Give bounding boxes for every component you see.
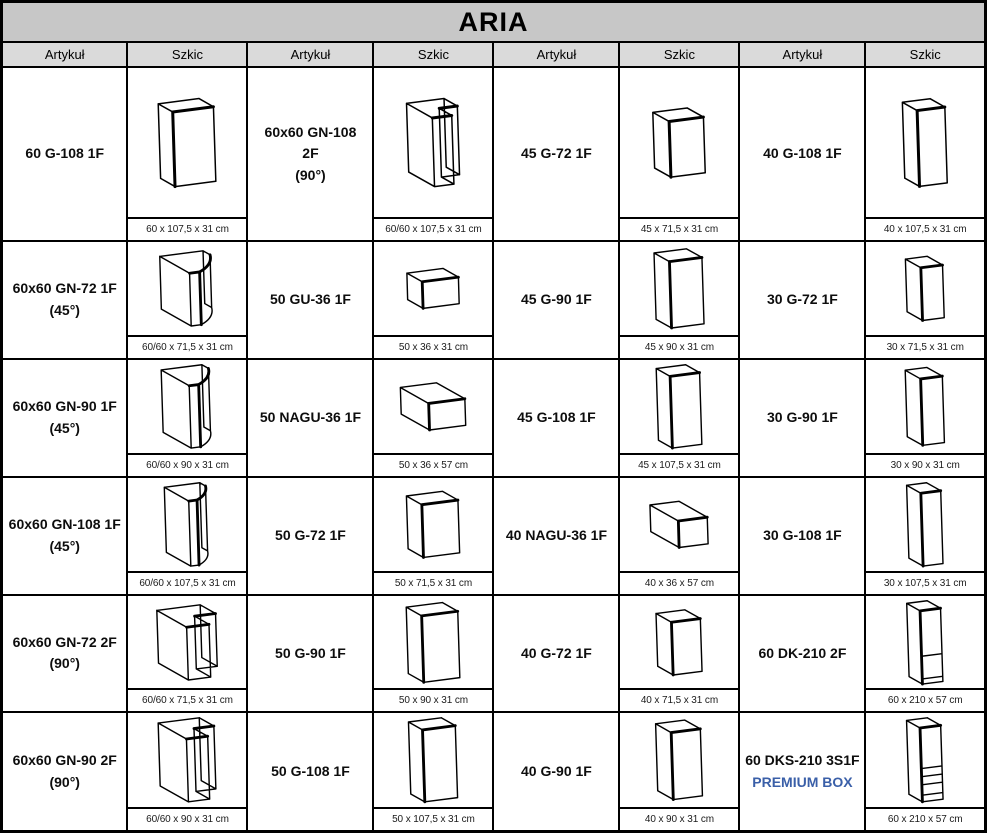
sketch-cell xyxy=(373,477,493,595)
article-cell xyxy=(739,595,865,713)
column-header-artykul: Artykuł xyxy=(739,42,865,67)
page-title: ARIA xyxy=(2,2,986,43)
article-code: 40 NAGU-36 1F xyxy=(505,526,608,543)
article-code: 50 NAGU-36 1F xyxy=(259,409,362,425)
sketch-box xyxy=(620,68,738,217)
article-code: 30 G-90 1F xyxy=(767,409,838,425)
dimensions-caption: 60/60 x 90 x 31 cm xyxy=(128,807,246,830)
sketch-corner90 xyxy=(374,68,492,217)
sketch-cell xyxy=(373,595,493,713)
sketch-corner45 xyxy=(128,360,246,453)
dimensions-caption: 45 x 71,5 x 31 cm xyxy=(620,217,738,240)
premium-box-label: PREMIUM BOX xyxy=(752,773,853,790)
sketch-wrap xyxy=(128,242,246,358)
dimensions-caption: 60 x 107,5 x 31 cm xyxy=(128,217,246,240)
article-code: 30 G-72 1F xyxy=(767,291,838,308)
sketch-wrap xyxy=(374,596,492,712)
article-code: 60x60 GN-90 2F xyxy=(12,752,117,768)
sketch-box xyxy=(374,596,492,689)
article-code: 45 G-108 1F xyxy=(517,409,596,425)
dimensions-caption: 60/60 x 71,5 x 31 cm xyxy=(128,335,246,358)
sketch-cell xyxy=(619,595,739,713)
column-header-szkic: Szkic xyxy=(127,42,247,67)
sketch-wrap xyxy=(620,596,738,712)
article-cell xyxy=(247,67,373,241)
sketch-wrap xyxy=(620,478,738,594)
article-cell xyxy=(739,241,865,359)
article-code: (45°) xyxy=(49,419,80,436)
article-code: 60 G-108 1F xyxy=(25,145,105,162)
dimensions-caption: 60/60 x 107,5 x 31 cm xyxy=(128,571,246,594)
article-code: 30 G-108 1F xyxy=(763,526,842,543)
cabinet-sketch-svg xyxy=(620,68,738,217)
sketch-cell xyxy=(127,477,247,595)
article-code: (45°) xyxy=(49,537,80,554)
sketch-box xyxy=(620,360,738,453)
article-cell xyxy=(493,359,619,477)
article-code: 50 G-72 1F xyxy=(275,526,346,543)
dimensions-caption: 60/60 x 71,5 x 31 cm xyxy=(128,688,246,711)
dimensions-caption: 30 x 71,5 x 31 cm xyxy=(866,335,984,358)
sketch-cell xyxy=(865,477,985,595)
sketch-wrap xyxy=(374,242,492,358)
sketch-wrap xyxy=(620,360,738,476)
cabinet-sketch-svg xyxy=(128,242,246,335)
dimensions-caption: 60 x 210 x 57 cm xyxy=(866,807,984,830)
article-cell xyxy=(247,241,373,359)
sketch-wrap xyxy=(374,713,492,830)
sketch-wrap xyxy=(866,713,984,830)
sketch-wrap xyxy=(374,478,492,594)
cabinet-sketch-svg xyxy=(866,68,984,217)
column-header-artykul: Artykuł xyxy=(2,42,128,67)
sketch-box xyxy=(374,478,492,571)
cabinet-sketch-svg xyxy=(374,478,492,571)
cabinet-sketch-svg xyxy=(620,596,738,689)
cabinet-sketch-svg xyxy=(128,478,246,571)
dimensions-caption: 60/60 x 90 x 31 cm xyxy=(128,453,246,476)
sketch-cell xyxy=(619,241,739,359)
dimensions-caption: 45 x 107,5 x 31 cm xyxy=(620,453,738,476)
cabinet-sketch-svg xyxy=(128,713,246,807)
sketch-corner90 xyxy=(128,713,246,807)
sketch-box xyxy=(866,596,984,689)
dimensions-caption: 50 x 36 x 31 cm xyxy=(374,335,492,358)
dimensions-caption: 45 x 90 x 31 cm xyxy=(620,335,738,358)
sketch-cell xyxy=(127,241,247,359)
article-code: (45°) xyxy=(49,302,80,319)
article-cell xyxy=(493,477,619,595)
cabinet-sketch-svg xyxy=(866,478,984,571)
article-cell xyxy=(247,712,373,831)
article-cell xyxy=(247,359,373,477)
sketch-wrap xyxy=(128,360,246,476)
cabinet-sketch-svg xyxy=(620,242,738,335)
article-cell xyxy=(493,595,619,713)
cabinet-sketch-svg xyxy=(374,242,492,335)
sketch-wrap xyxy=(128,596,246,712)
column-header-artykul: Artykuł xyxy=(493,42,619,67)
article-code: 2F xyxy=(302,145,319,162)
sketch-box xyxy=(374,360,492,453)
dimensions-caption: 40 x 36 x 57 cm xyxy=(620,571,738,594)
column-header-szkic: Szkic xyxy=(865,42,985,67)
sketch-cell xyxy=(865,595,985,713)
sketch-cell xyxy=(127,595,247,713)
sketch-cell xyxy=(373,712,493,831)
sketch-box xyxy=(620,478,738,571)
article-code: (90°) xyxy=(49,773,80,790)
article-cell xyxy=(493,67,619,241)
article-code: 60x60 GN-90 1F xyxy=(12,398,117,415)
sketch-cell xyxy=(619,67,739,241)
article-code: 50 G-108 1F xyxy=(271,762,350,779)
sketch-box xyxy=(866,68,984,217)
article-cell xyxy=(2,241,128,359)
article-cell xyxy=(2,477,128,595)
article-code: 60 DK-210 2F xyxy=(758,644,847,661)
sketch-wrap xyxy=(866,360,984,476)
sketch-box xyxy=(866,713,984,807)
article-code: 45 G-72 1F xyxy=(521,145,592,162)
cabinet-sketch-svg xyxy=(620,360,738,453)
cabinet-sketch-svg xyxy=(128,596,246,689)
sketch-wrap xyxy=(620,713,738,830)
cabinet-sketch-svg xyxy=(866,596,984,689)
column-header-szkic: Szkic xyxy=(619,42,739,67)
article-code: 40 G-90 1F xyxy=(521,762,592,779)
article-cell xyxy=(493,241,619,359)
article-cell xyxy=(739,359,865,477)
article-code: (90°) xyxy=(295,166,326,183)
dimensions-caption: 50 x 107,5 x 31 cm xyxy=(374,807,492,830)
sketch-box xyxy=(866,478,984,571)
sketch-box xyxy=(374,242,492,335)
cabinet-sketch-svg xyxy=(374,713,492,807)
sketch-cell xyxy=(865,67,985,241)
sketch-corner45 xyxy=(128,478,246,571)
dimensions-caption: 50 x 90 x 31 cm xyxy=(374,688,492,711)
cabinet-sketch-svg xyxy=(866,713,984,807)
dimensions-caption: 50 x 71,5 x 31 cm xyxy=(374,571,492,594)
sketch-cell xyxy=(373,67,493,241)
article-cell xyxy=(739,67,865,241)
cabinet-sketch-svg xyxy=(128,360,246,453)
cabinet-sketch-svg xyxy=(374,360,492,453)
article-code: 60 DKS-210 3S1F xyxy=(745,752,860,768)
sketch-wrap xyxy=(620,68,738,240)
article-cell xyxy=(739,712,865,831)
cabinet-sketch-svg xyxy=(128,68,246,217)
article-code: 60x60 GN-108 xyxy=(264,123,357,140)
article-cell xyxy=(739,477,865,595)
dimensions-caption: 50 x 36 x 57 cm xyxy=(374,453,492,476)
cabinet-sketch-svg xyxy=(374,68,492,217)
cabinet-sketch-svg xyxy=(620,478,738,571)
sketch-corner45 xyxy=(128,242,246,335)
dimensions-caption: 60 x 210 x 57 cm xyxy=(866,688,984,711)
sketch-box xyxy=(620,713,738,807)
sketch-box xyxy=(866,360,984,453)
dimensions-caption: 40 x 71,5 x 31 cm xyxy=(620,688,738,711)
article-code: (90°) xyxy=(49,655,80,672)
sketch-box xyxy=(620,596,738,689)
cabinet-sketch-svg xyxy=(866,242,984,335)
sketch-cell xyxy=(127,67,247,241)
sketch-wrap xyxy=(866,68,984,240)
sketch-box xyxy=(128,68,246,217)
sketch-cell xyxy=(865,712,985,831)
sketch-wrap xyxy=(128,68,246,240)
sketch-wrap xyxy=(866,478,984,594)
article-code: 50 G-90 1F xyxy=(275,644,346,661)
sketch-cell xyxy=(619,712,739,831)
article-cell xyxy=(2,359,128,477)
cabinet-sketch-svg xyxy=(620,713,738,807)
sketch-cell xyxy=(865,359,985,477)
article-cell xyxy=(247,595,373,713)
article-cell xyxy=(2,595,128,713)
cabinet-sketch-svg xyxy=(866,360,984,453)
cabinet-sketch-svg xyxy=(374,596,492,689)
sketch-wrap xyxy=(620,242,738,358)
sketch-wrap xyxy=(128,478,246,594)
sketch-wrap xyxy=(866,596,984,712)
article-code: 60x60 GN-72 2F xyxy=(12,633,117,650)
article-code: 40 G-72 1F xyxy=(521,644,592,661)
dimensions-caption: 40 x 90 x 31 cm xyxy=(620,807,738,830)
sketch-wrap xyxy=(128,713,246,830)
article-cell xyxy=(2,67,128,241)
sketch-wrap xyxy=(374,360,492,476)
sketch-corner90 xyxy=(128,596,246,689)
article-cell xyxy=(2,712,128,831)
sketch-cell xyxy=(127,712,247,831)
dimensions-caption: 40 x 107,5 x 31 cm xyxy=(866,217,984,240)
article-code: 50 GU-36 1F xyxy=(269,291,351,308)
article-code: 60x60 GN-108 1F xyxy=(8,515,121,532)
article-cell xyxy=(493,712,619,831)
sketch-box xyxy=(620,242,738,335)
article-code: 40 G-108 1F xyxy=(763,145,842,162)
column-header-artykul: Artykuł xyxy=(247,42,373,67)
article-code: 45 G-90 1F xyxy=(521,291,592,308)
article-cell xyxy=(247,477,373,595)
sketch-cell xyxy=(865,241,985,359)
sketch-box xyxy=(866,242,984,335)
sketch-cell xyxy=(373,241,493,359)
sketch-cell xyxy=(619,359,739,477)
dimensions-caption: 60/60 x 107,5 x 31 cm xyxy=(374,217,492,240)
sketch-cell xyxy=(127,359,247,477)
sketch-box xyxy=(374,713,492,807)
sketch-wrap xyxy=(374,68,492,240)
dimensions-caption: 30 x 107,5 x 31 cm xyxy=(866,571,984,594)
dimensions-caption: 30 x 90 x 31 cm xyxy=(866,453,984,476)
sketch-cell xyxy=(619,477,739,595)
article-code: 60x60 GN-72 1F xyxy=(12,280,117,297)
sketch-wrap xyxy=(866,242,984,358)
column-header-szkic: Szkic xyxy=(373,42,493,67)
sketch-cell xyxy=(373,359,493,477)
